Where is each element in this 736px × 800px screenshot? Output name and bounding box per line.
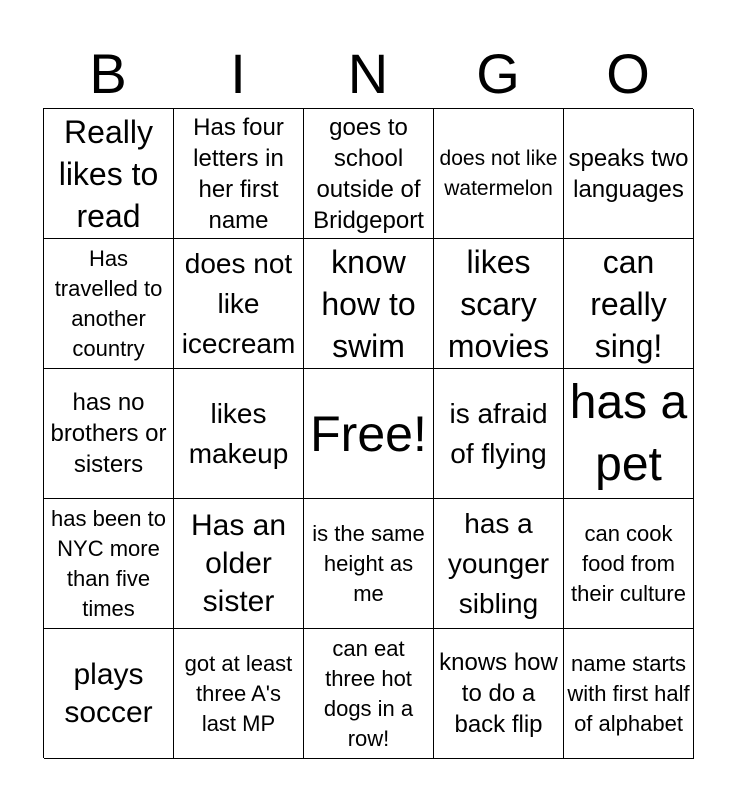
bingo-cell-text: does not like icecream xyxy=(181,247,296,359)
bingo-cell[interactable] xyxy=(564,499,694,629)
bingo-cell-text: has a pet xyxy=(569,375,688,491)
header-letter-o: O xyxy=(606,42,650,105)
bingo-cell-text: Really likes to read xyxy=(58,113,159,234)
bingo-cell[interactable] xyxy=(434,109,564,239)
bingo-cell[interactable] xyxy=(564,369,694,499)
bingo-board xyxy=(43,108,693,758)
bingo-cell-text: can eat three hot dogs in a row! xyxy=(323,635,414,751)
bingo-cell-free[interactable] xyxy=(304,369,434,499)
bingo-cell[interactable] xyxy=(304,629,434,759)
bingo-header xyxy=(43,40,693,108)
bingo-cell[interactable] xyxy=(174,109,304,239)
bingo-cell-text: knows how to do a back flip xyxy=(439,649,558,738)
bingo-cell-text: know how to swim xyxy=(321,243,416,364)
bingo-cell[interactable] xyxy=(564,109,694,239)
bingo-cell[interactable] xyxy=(434,629,564,759)
bingo-cell[interactable] xyxy=(44,499,174,629)
bingo-cell[interactable] xyxy=(304,239,434,369)
bingo-cell[interactable] xyxy=(434,499,564,629)
bingo-cell-text: got at least three A's last MP xyxy=(184,650,293,736)
bingo-cell-text: does not like watermelon xyxy=(439,146,558,200)
bingo-cell-text: goes to school outside of Bridgeport xyxy=(313,113,424,234)
bingo-cell-text: likes makeup xyxy=(188,397,289,469)
bingo-cell[interactable] xyxy=(174,369,304,499)
bingo-cell-text: is afraid of flying xyxy=(449,397,548,469)
bingo-cell-text: can really sing! xyxy=(590,243,667,364)
bingo-cell-text: plays soccer xyxy=(64,657,153,729)
bingo-cell[interactable] xyxy=(174,239,304,369)
header-letter-g: G xyxy=(476,42,520,105)
bingo-cell[interactable] xyxy=(434,239,564,369)
bingo-cell-text: Free! xyxy=(310,405,427,462)
bingo-cell-text: Has an older sister xyxy=(190,508,287,618)
header-letter-b: B xyxy=(89,42,127,105)
header-letter-n: N xyxy=(347,42,389,105)
bingo-cell-text: is the same height as me xyxy=(312,520,425,606)
bingo-cell-text: speaks two languages xyxy=(568,144,689,203)
bingo-cell[interactable] xyxy=(304,109,434,239)
bingo-cell-text: likes scary movies xyxy=(447,243,550,364)
bingo-cell-text: has no brothers or sisters xyxy=(50,389,167,478)
bingo-cell-text: can cook food from their culture xyxy=(571,520,686,606)
bingo-cell[interactable] xyxy=(44,369,174,499)
bingo-cell-text: has a younger sibling xyxy=(447,507,550,619)
bingo-cell-text: Has travelled to another country xyxy=(54,245,163,361)
bingo-cell[interactable] xyxy=(304,499,434,629)
header-letter-i: I xyxy=(230,42,246,105)
bingo-cell-text: name starts with first half of alphabet xyxy=(567,650,690,736)
bingo-cell[interactable] xyxy=(44,239,174,369)
bingo-cell-text: Has four letters in her first name xyxy=(193,113,284,234)
bingo-cell[interactable] xyxy=(44,109,174,239)
bingo-cell[interactable] xyxy=(434,369,564,499)
bingo-cell[interactable] xyxy=(44,629,174,759)
bingo-cell[interactable] xyxy=(174,499,304,629)
bingo-cell[interactable] xyxy=(174,629,304,759)
bingo-cell[interactable] xyxy=(564,239,694,369)
bingo-cell[interactable] xyxy=(564,629,694,759)
bingo-cell-text: has been to NYC more than five times xyxy=(51,505,166,621)
